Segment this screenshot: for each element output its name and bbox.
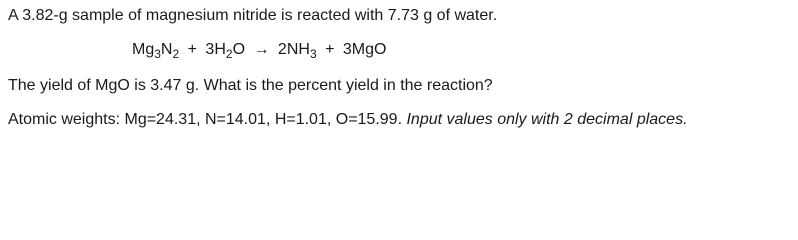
eq-sub-3: 3 bbox=[154, 47, 161, 61]
reactant-water bbox=[205, 41, 246, 61]
product-ammonia bbox=[277, 41, 317, 61]
eq-sub-2: 2 bbox=[172, 47, 180, 61]
problem-statement: A 3.82-g sample of magnesium nitride is reacted with 7.73 g of water. bbox=[8, 7, 498, 24]
plus-sign: + bbox=[187, 41, 197, 58]
atomic-weights-line bbox=[8, 110, 688, 130]
reaction-arrow-icon: → bbox=[253, 41, 270, 58]
product-magnesium-oxide: 3MgO bbox=[342, 41, 387, 58]
reactant-magnesium-nitride bbox=[132, 41, 180, 61]
eq-n: N bbox=[160, 41, 173, 58]
atomic-weights: Atomic weights: Mg=24.31, N=14.01, H=1.01, O=15.99. bbox=[8, 111, 403, 128]
chemical-equation bbox=[132, 40, 386, 60]
eq-sub-2b: 2 bbox=[225, 47, 233, 61]
eq-sub-3b: 3 bbox=[309, 47, 317, 61]
eq-o: O bbox=[232, 41, 246, 58]
plus-sign-2: + bbox=[325, 41, 335, 58]
yield-question: The yield of MgO is 3.47 g. What is the percent yield in the reaction? bbox=[8, 77, 493, 94]
eq-2nh: 2NH bbox=[277, 41, 310, 58]
eq-mg: Mg bbox=[132, 41, 155, 58]
eq-3h: 3H bbox=[205, 41, 226, 58]
input-instruction: Input values only with 2 decimal places. bbox=[406, 111, 688, 128]
